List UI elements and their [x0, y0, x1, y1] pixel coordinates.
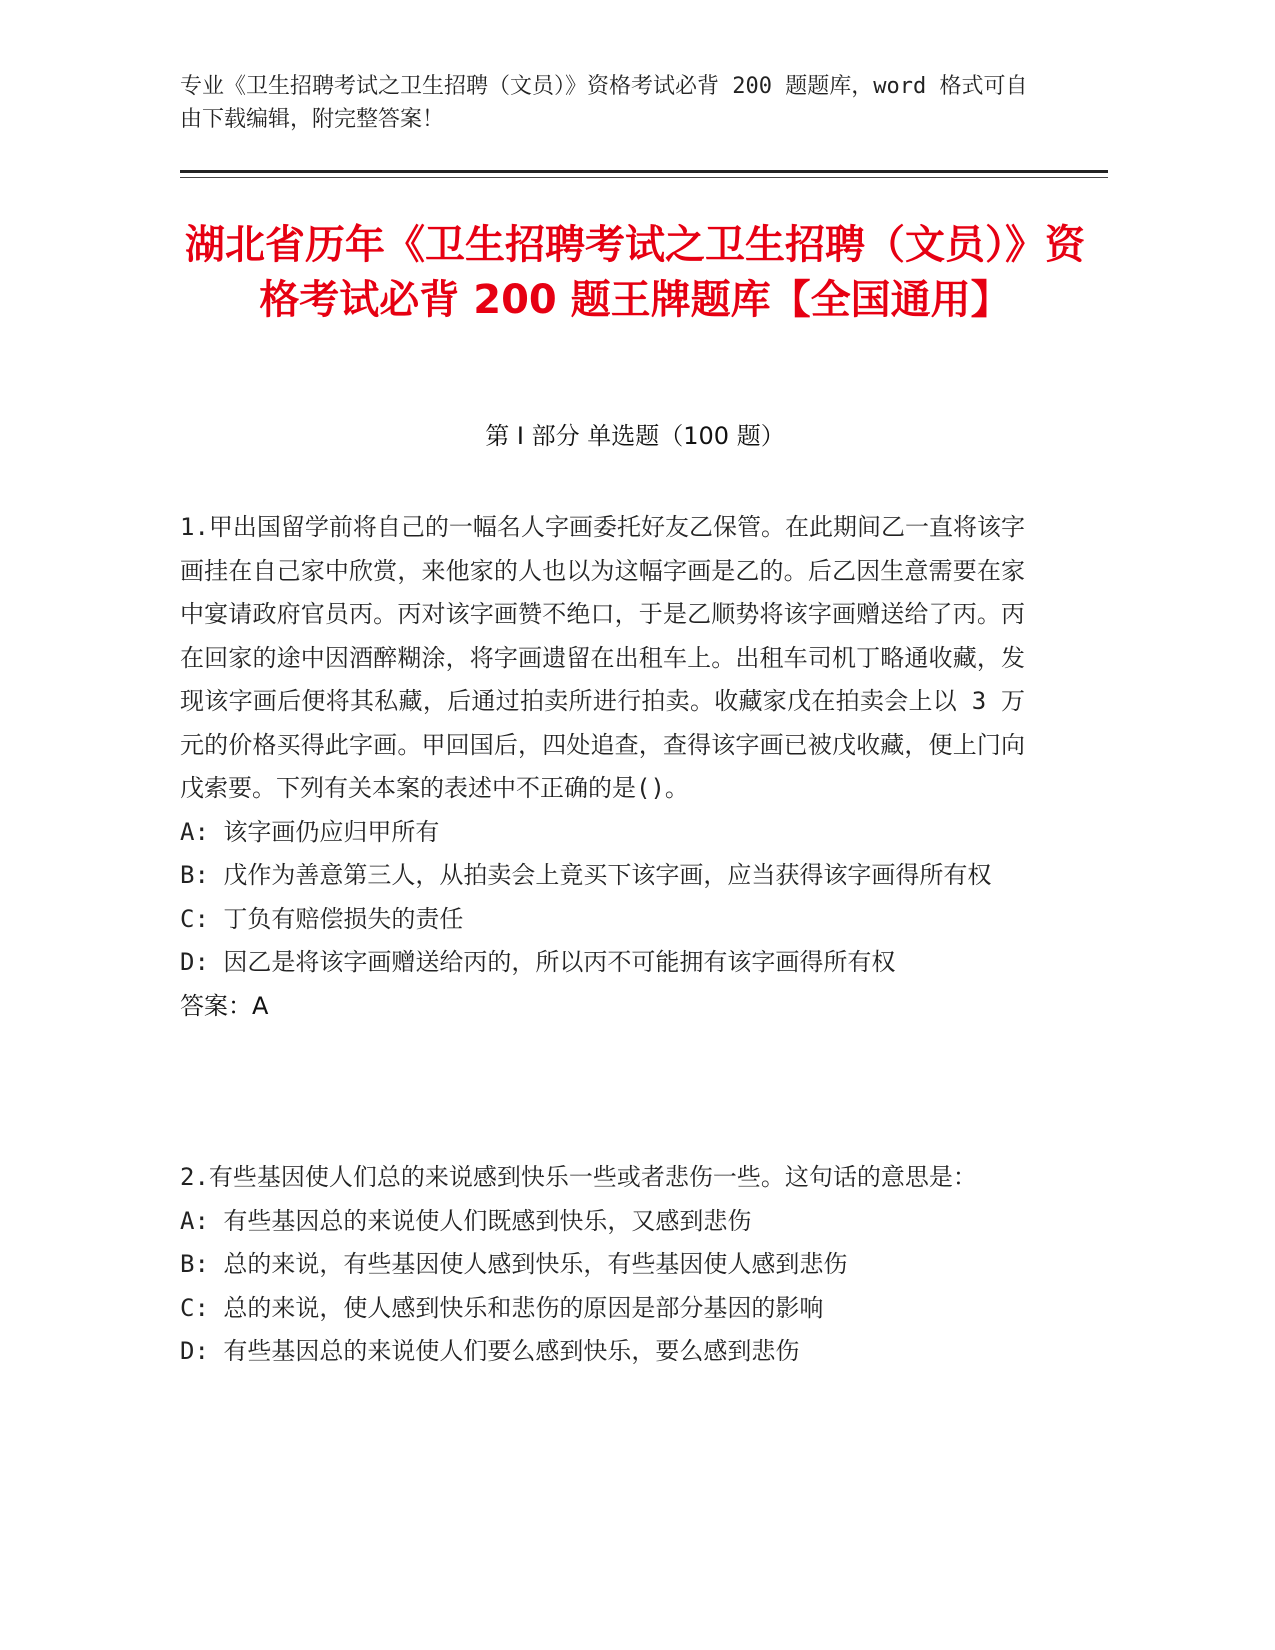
option-a: A: 该字画仍应归甲所有 [180, 817, 440, 846]
header-divider-thick [180, 170, 1108, 173]
option-a: A: 有些基因总的来说使人们既感到快乐，又感到悲伤 [180, 1206, 752, 1235]
header-note: 专业《卫生招聘考试之卫生招聘（文员）》资格考试必背 200 题题库，word 格式可自由下载编辑，附完整答案！ [180, 74, 1028, 132]
question-stem: 2.有些基因使人们总的来说感到快乐一些或者悲伤一些。这句话的意思是： [180, 1163, 977, 1191]
document-title: 湖北省历年《卫生招聘考试之卫生招聘（文员）》资格考试必背 200 题王牌题库【全国通用】 [185, 222, 1085, 323]
option-b: B: 总的来说，有些基因使人感到快乐，有些基因使人感到悲伤 [180, 1250, 848, 1278]
answer-label: 答案：A [180, 991, 269, 1020]
question-2 [180, 1156, 1025, 1374]
option-d: D: 有些基因总的来说使人们要么感到快乐，要么感到悲伤 [180, 1337, 800, 1365]
option-b: B: 戊作为善意第三人，从拍卖会上竟买下该字画，应当获得该字画得所有权 [180, 861, 992, 889]
option-c: C: 丁负有赔偿损失的责任 [180, 904, 464, 933]
option-c: C: 总的来说，使人感到快乐和悲伤的原因是部分基因的影响 [180, 1293, 824, 1322]
question-1 [180, 506, 1025, 1028]
option-d: D: 因乙是将该字画赠送给丙的，所以丙不可能拥有该字画得所有权 [180, 948, 896, 976]
header-divider-thin [180, 177, 1108, 178]
question-stem: 1.甲出国留学前将自己的一幅名人字画委托好友乙保管。在此期间乙一直将该字画挂在自己家中欣赏，来他家的人也以为这幅字画是乙的。后乙因生意需要在家中宴请政府官员丙。丙对该字画赞不绝口，于是乙顺势将该字画赠送给了丙。丙在回家的途中因酒醉糊涂，将字画遗留在出租车上。出租车司机丁略通收藏，发现该字画后便将其私藏，后通过拍卖所进行拍卖。收藏家戊在拍卖会上以 3 万元的价格买得此字画。甲回国后，四处追查，查得该字画已被戊收藏，便上门向戊索要。下列有关本案的表述中不正确的是()。 [180, 513, 1025, 802]
section-heading: 第 I 部分 单选题（100 题） [485, 422, 785, 450]
